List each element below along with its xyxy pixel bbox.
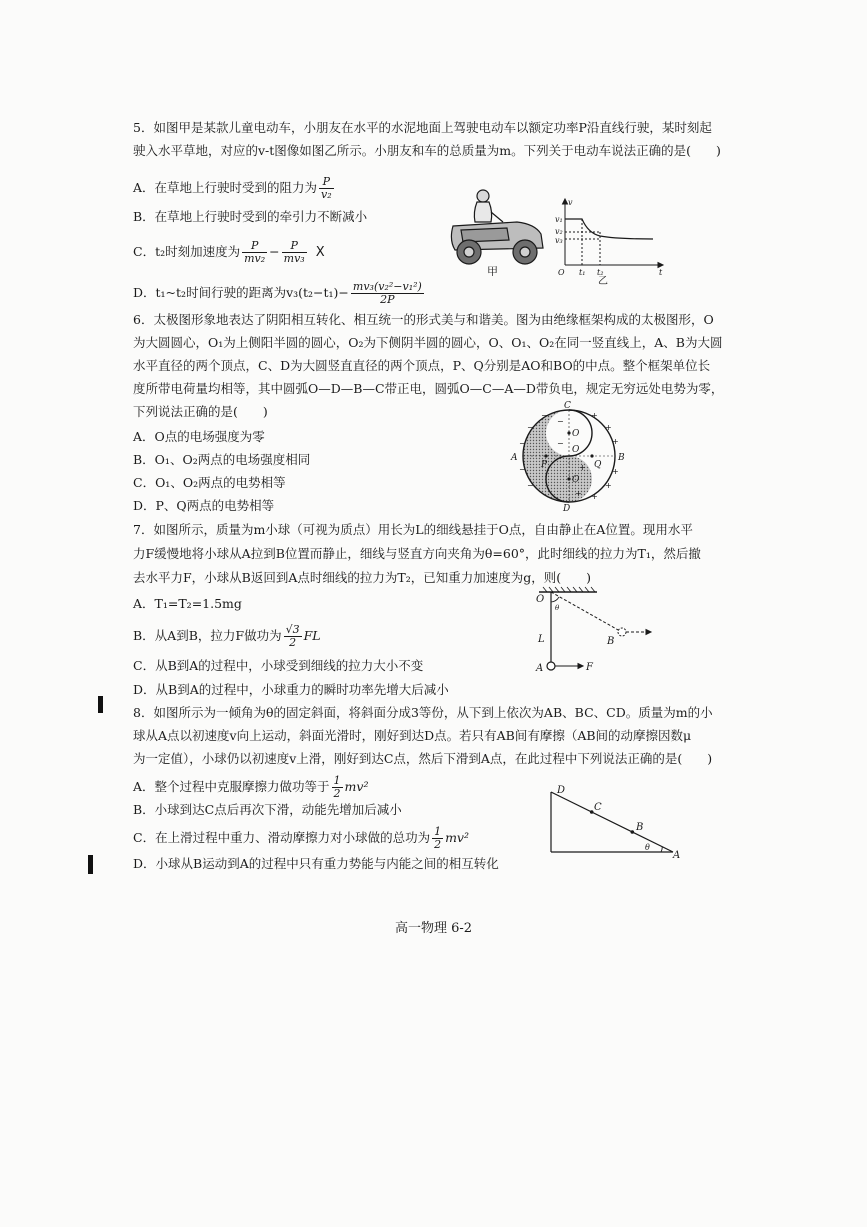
q6-stem-line1: 6．太极图形象地表达了阴阳相互转化、相互统一的形式美与和谐美。图为由绝缘框架构成的太极图形，O <box>133 312 714 327</box>
label-l: L <box>538 634 545 645</box>
graph-label-t2: t₂ <box>597 268 604 277</box>
q7-stem-line2: 力F缓慢地将小球从A拉到B位置而静止，细线与竖直方向夹角为θ=60°，此时细线的拉力为T₁，然后撤 <box>133 546 701 561</box>
q7-option-b-suffix: FL <box>303 628 321 643</box>
plus-sign: + <box>579 463 586 472</box>
theta-arc <box>661 847 662 852</box>
q6-option-a[interactable]: A．O点的电场强度为零 <box>133 429 265 444</box>
label-theta: θ <box>645 843 650 852</box>
child-car-drawing <box>451 190 543 264</box>
label-q: Q <box>594 460 602 470</box>
q6-stem-line2: 为大圆圆心，O₁为上侧阳半圆的圆心，O₂为下侧阴半圆的圆心，O、O₁、O₂在同一竖直线上，A、B为大圆 <box>133 335 723 350</box>
page-footer: 高一物理 6-2 <box>394 921 473 936</box>
label-o: O <box>536 594 545 605</box>
plus-sign: + <box>605 481 612 490</box>
q5-stem-line1: 5．如图甲是某款儿童电动车，小朋友在水平的水泥地面上驾驶电动车以额定功率P沿直线行驶，某时刻起 <box>133 120 712 135</box>
point-b <box>631 830 635 834</box>
q6-stem-line4: 度所带电荷量均相等，其中圆弧O—D—B—C带正电，圆弧O—C—A—D带负电，规定无穷远处电势为零， <box>133 381 724 396</box>
plus-sign: + <box>591 492 598 501</box>
q6-option-d[interactable]: D．P、Q两点的电势相等 <box>133 498 275 513</box>
q8-option-c-fraction <box>432 826 443 851</box>
label-a: A <box>511 453 518 463</box>
q5-option-d[interactable] <box>133 281 426 306</box>
minus-sign: − <box>541 411 548 420</box>
scan-margin-mark-2 <box>88 855 93 874</box>
point-c <box>590 810 594 814</box>
minus-sign: − <box>527 423 534 432</box>
string-deflected <box>551 592 620 631</box>
label-b: B <box>636 822 644 833</box>
q5-fig-label-yi: 乙 <box>598 276 608 285</box>
q7-option-d[interactable]: D．从B到A的过程中，小球重力的瞬时功率先增大后减小 <box>133 682 449 697</box>
q5-option-c-fraction2 <box>282 240 307 265</box>
q8-option-a-den: 2 <box>333 787 341 800</box>
q8-option-c-suffix: mv² <box>445 830 470 845</box>
q7-option-c[interactable]: C．从B到A的过程中，小球受到细线的拉力大小不变 <box>133 658 424 673</box>
q5-option-a-num: P <box>319 176 334 189</box>
plus-sign: + <box>612 467 619 476</box>
q7-option-b-text: B．从A到B，拉力F做功为 <box>133 628 282 643</box>
graph-label-v1: v₁ <box>555 215 563 224</box>
q5-option-c-handwritten-mark: X <box>315 245 325 260</box>
q6-option-c[interactable]: C．O₁、O₂两点的电势相等 <box>133 475 286 490</box>
q7-stem-line3: 去水平力F，小球从B返回到A点时细线的拉力为T₂，已知重力加速度为g，则( ) <box>133 570 591 585</box>
q8-option-c-num: 1 <box>434 825 442 838</box>
q6-stem-line3: 水平直径的两个顶点，C、D为大圆竖直直径的两个顶点，P、Q分别是AO和BO的中点。整个框架单位长 <box>133 358 711 373</box>
label-d: D <box>563 504 571 512</box>
q-dot <box>590 454 593 457</box>
graph-label-v: v <box>568 198 573 207</box>
q5-option-c-den2: mv₃ <box>283 252 305 265</box>
q8-option-c[interactable] <box>133 826 469 851</box>
q7-option-b-num: √3 <box>285 623 300 636</box>
label-o: O <box>572 445 580 455</box>
q8-option-a-num: 1 <box>333 774 341 787</box>
q5-option-d-den: 2P <box>380 293 395 306</box>
q6-taiji-figure <box>505 400 635 512</box>
vt-curve <box>565 219 653 239</box>
q5-fig-label-jia: 甲 <box>487 265 498 276</box>
q8-option-c-text: C．在上滑过程中重力、滑动摩擦力对小球做的总功为 <box>133 830 431 845</box>
q8-option-d[interactable]: D．小球从B运动到A的过程中只有重力势能与内能之间的相互转化 <box>133 856 499 871</box>
plus-sign: + <box>605 423 612 432</box>
q5-figure-jia <box>447 188 547 276</box>
minus-sign: − <box>557 439 564 448</box>
ball-at-a <box>547 662 555 670</box>
theta-arc <box>551 597 559 602</box>
incline-slope <box>551 792 673 852</box>
q8-option-b[interactable]: B．小球到达C点后再次下滑，动能先增加后减小 <box>133 802 402 817</box>
label-f: F <box>586 662 593 673</box>
label-theta: θ <box>555 604 560 612</box>
label-b: B <box>607 636 615 647</box>
graph-label-v2: v₂ <box>555 227 563 236</box>
graph-label-t: t <box>659 268 663 277</box>
q8-stem-line2: 球从A点以初速度v向上运动，斜面光滑时，刚好到达D点。若只有AB间有摩擦（AB间的动摩擦因数μ <box>133 728 692 743</box>
q5-option-c-fraction1 <box>242 240 267 265</box>
q5-option-b[interactable]: B．在草地上行驶时受到的牵引力不断减小 <box>133 209 368 224</box>
q8-option-a-suffix: mv² <box>344 779 369 794</box>
graph-label-v3: v₃ <box>555 236 563 245</box>
ball-at-b <box>618 628 626 636</box>
q5-option-a-den: v₂ <box>321 188 332 201</box>
q5-option-d-num: mv₃(v₂²−v₁²) <box>352 280 422 293</box>
q5-option-d-text: D．t₁~t₂时间行驶的距离为v₃(t₂−t₁)− <box>133 285 349 300</box>
label-p: P <box>541 460 548 470</box>
q5-option-d-fraction <box>351 281 424 306</box>
q8-option-a-fraction <box>332 775 343 800</box>
minus-sign: − <box>557 417 564 426</box>
q7-option-b-den: 2 <box>289 636 297 649</box>
minus-sign: − <box>519 465 526 474</box>
force-b-arrowhead <box>646 630 651 635</box>
q5-option-c[interactable] <box>133 240 325 265</box>
q7-option-b-fraction <box>284 624 302 649</box>
label-b: B <box>618 453 625 463</box>
o1-dot <box>567 431 570 434</box>
label-c: C <box>564 401 571 411</box>
q5-option-c-den1: mv₂ <box>244 252 266 265</box>
q8-option-c-den: 2 <box>434 838 442 851</box>
q5-option-c-num2: P <box>282 240 307 253</box>
label-d: D <box>557 785 566 796</box>
q5-option-c-minus: − <box>269 244 280 259</box>
q7-pendulum-figure <box>525 586 660 681</box>
q5-option-a-text: A．在草地上行驶时受到的阻力为 <box>133 180 318 195</box>
plus-sign: + <box>591 411 598 420</box>
label-c: C <box>594 802 602 813</box>
t-axis-arrow <box>658 263 663 268</box>
q6-stem-line5: 下列说法正确的是( ) <box>133 404 268 419</box>
q5-option-a-fraction <box>319 176 334 201</box>
label-a: A <box>536 663 544 674</box>
q6-option-b[interactable]: B．O₁、O₂两点的电场强度相同 <box>133 452 311 467</box>
q5-figure-yi-vt-graph <box>555 195 670 285</box>
ceiling-hatch <box>543 587 595 592</box>
label-a: A <box>673 850 681 860</box>
minus-sign: − <box>527 481 534 490</box>
p-dot <box>544 454 547 457</box>
v-axis-arrow <box>563 199 568 204</box>
graph-label-o: O <box>558 268 565 277</box>
q7-option-a[interactable]: A．T₁=T₂=1.5mg <box>133 596 242 611</box>
plus-sign: + <box>612 437 619 446</box>
graph-label-t1: t₁ <box>579 268 586 277</box>
q8-option-a-text: A．整个过程中克服摩擦力做功等于 <box>133 779 330 794</box>
q7-option-b[interactable] <box>133 624 321 649</box>
q5-stem-line2: 驶入水平草地，对应的v-t图像如图乙所示。小朋友和车的总质量为m。下列关于电动车说法正确的是( ) <box>133 143 721 158</box>
q8-option-a[interactable] <box>133 775 368 800</box>
q8-stem-line1: 8．如图所示为一倾角为θ的固定斜面，将斜面分成3等份，从下到上依次为AB、BC、CD。质量为m的小 <box>133 705 713 720</box>
plus-sign: + <box>575 489 582 498</box>
q8-stem-line3: 为一定值），小球仍以初速度v上滑，刚好到达C点，然后下滑到A点，在此过程中下列说法正确的是( ) <box>133 751 713 766</box>
q7-stem-line1: 7．如图所示，质量为m小球（可视为质点）用长为L的细线悬挂于O点，自由静止在A位置。现用水平 <box>133 522 693 537</box>
q5-option-c-num1: P <box>242 240 267 253</box>
label-o2: O <box>572 475 580 485</box>
scan-margin-mark-1 <box>98 696 103 713</box>
q8-incline-figure <box>545 784 685 860</box>
force-f-arrowhead <box>578 664 583 669</box>
q5-option-a[interactable] <box>133 176 336 201</box>
minus-sign: − <box>519 439 526 448</box>
o2-dot <box>567 477 570 480</box>
q5-option-c-text: C．t₂时刻加速度为 <box>133 244 241 259</box>
label-o1: O <box>572 429 580 439</box>
